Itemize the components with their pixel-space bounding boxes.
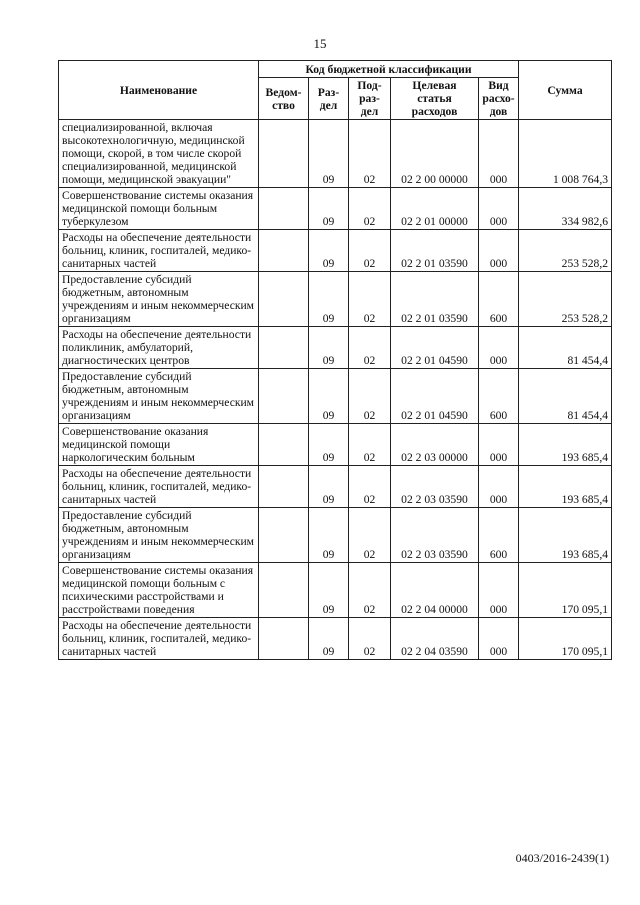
row-vid: 000 <box>479 618 519 660</box>
row-statya: 02 2 01 03590 <box>391 272 479 327</box>
row-name: Предоставление субсидий бюджетным, автономным учреждениям и иным некоммерческим организациям <box>59 272 259 327</box>
row-vid: 600 <box>479 369 519 424</box>
row-sum: 193 685,4 <box>519 466 612 508</box>
header-vid: Вид расхо- дов <box>479 78 519 120</box>
table-row <box>59 327 612 369</box>
row-vid: 600 <box>479 508 519 563</box>
row-statya: 02 2 03 00000 <box>391 424 479 466</box>
row-statya: 02 2 01 04590 <box>391 327 479 369</box>
row-podrazdel: 02 <box>349 120 391 188</box>
table-row <box>59 466 612 508</box>
row-name: Совершенствование системы оказания медицинской помощи больным туберкулезом <box>59 188 259 230</box>
row-podrazdel: 02 <box>349 508 391 563</box>
table-row <box>59 230 612 272</box>
row-podrazdel: 02 <box>349 466 391 508</box>
document-code: 0403/2016-2439(1) <box>515 851 609 865</box>
row-vedomstvo <box>259 424 309 466</box>
header-sum: Сумма <box>519 61 612 120</box>
row-vedomstvo <box>259 188 309 230</box>
row-statya: 02 2 04 00000 <box>391 563 479 618</box>
header-name: Наименование <box>59 61 259 120</box>
row-razdel: 09 <box>309 466 349 508</box>
row-vedomstvo <box>259 272 309 327</box>
row-vid: 000 <box>479 188 519 230</box>
row-podrazdel: 02 <box>349 327 391 369</box>
row-statya: 02 2 04 03590 <box>391 618 479 660</box>
row-razdel: 09 <box>309 508 349 563</box>
header-podrazdel: Под- раз- дел <box>349 78 391 120</box>
table-row <box>59 188 612 230</box>
row-name: Расходы на обеспечение деятельности больниц, клиник, госпиталей, медико-санитарных частей <box>59 466 259 508</box>
table-row <box>59 618 612 660</box>
table-row <box>59 424 612 466</box>
row-sum: 1 008 764,3 <box>519 120 612 188</box>
row-sum: 253 528,2 <box>519 230 612 272</box>
row-podrazdel: 02 <box>349 230 391 272</box>
row-sum: 170 095,1 <box>519 563 612 618</box>
row-podrazdel: 02 <box>349 424 391 466</box>
table-row <box>59 120 612 188</box>
row-razdel: 09 <box>309 618 349 660</box>
row-statya: 02 2 00 00000 <box>391 120 479 188</box>
table-row <box>59 272 612 327</box>
row-razdel: 09 <box>309 327 349 369</box>
row-razdel: 09 <box>309 188 349 230</box>
row-vid: 600 <box>479 272 519 327</box>
row-statya: 02 2 01 03590 <box>391 230 479 272</box>
row-razdel: 09 <box>309 563 349 618</box>
row-vedomstvo <box>259 369 309 424</box>
row-razdel: 09 <box>309 120 349 188</box>
row-vedomstvo <box>259 508 309 563</box>
row-vid: 000 <box>479 230 519 272</box>
row-vedomstvo <box>259 327 309 369</box>
row-sum: 253 528,2 <box>519 272 612 327</box>
row-sum: 170 095,1 <box>519 618 612 660</box>
header-classification-group: Код бюджетной классификации <box>259 61 519 78</box>
row-vedomstvo <box>259 230 309 272</box>
row-podrazdel: 02 <box>349 272 391 327</box>
row-vid: 000 <box>479 424 519 466</box>
row-razdel: 09 <box>309 369 349 424</box>
table-row <box>59 563 612 618</box>
row-vid: 000 <box>479 120 519 188</box>
row-podrazdel: 02 <box>349 563 391 618</box>
row-name: Расходы на обеспечение деятельности больниц, клиник, госпиталей, медико-санитарных частей <box>59 230 259 272</box>
row-statya: 02 2 01 00000 <box>391 188 479 230</box>
table-row <box>59 369 612 424</box>
row-razdel: 09 <box>309 424 349 466</box>
table-row <box>59 508 612 563</box>
row-sum: 334 982,6 <box>519 188 612 230</box>
row-name: Совершенствование системы оказания медицинской помощи больным с психическими расстройствами и расстройствами поведения <box>59 563 259 618</box>
row-statya: 02 2 03 03590 <box>391 508 479 563</box>
row-podrazdel: 02 <box>349 188 391 230</box>
row-name: Предоставление субсидий бюджетным, автономным учреждениям и иным некоммерческим организациям <box>59 508 259 563</box>
row-vedomstvo <box>259 618 309 660</box>
row-statya: 02 2 01 04590 <box>391 369 479 424</box>
row-vedomstvo <box>259 466 309 508</box>
header-razdel: Раз- дел <box>309 78 349 120</box>
row-name: специализированной, включая высокотехнологичную, медицинской помощи, скорой, в том числе скорой специализированной, медицинской помощи, медицинской эвакуации" <box>59 120 259 188</box>
row-vedomstvo <box>259 120 309 188</box>
row-sum: 81 454,4 <box>519 369 612 424</box>
page-number: 15 <box>313 36 327 51</box>
row-vid: 000 <box>479 466 519 508</box>
row-name: Расходы на обеспечение деятельности поликлиник, амбулаторий, диагностических центров <box>59 327 259 369</box>
row-sum: 193 685,4 <box>519 424 612 466</box>
row-statya: 02 2 03 03590 <box>391 466 479 508</box>
row-name: Совершенствование оказания медицинской помощи наркологическим больным <box>59 424 259 466</box>
row-podrazdel: 02 <box>349 369 391 424</box>
row-vid: 000 <box>479 327 519 369</box>
row-name: Расходы на обеспечение деятельности больниц, клиник, госпиталей, медико-санитарных частей <box>59 618 259 660</box>
row-vid: 000 <box>479 563 519 618</box>
row-sum: 81 454,4 <box>519 327 612 369</box>
row-razdel: 09 <box>309 230 349 272</box>
budget-table <box>58 60 612 660</box>
header-statya: Целевая статья расходов <box>391 78 479 120</box>
row-sum: 193 685,4 <box>519 508 612 563</box>
row-vedomstvo <box>259 563 309 618</box>
row-podrazdel: 02 <box>349 618 391 660</box>
row-razdel: 09 <box>309 272 349 327</box>
header-vedomstvo: Ведом- ство <box>259 78 309 120</box>
row-name: Предоставление субсидий бюджетным, автономным учреждениям и иным некоммерческим организациям <box>59 369 259 424</box>
